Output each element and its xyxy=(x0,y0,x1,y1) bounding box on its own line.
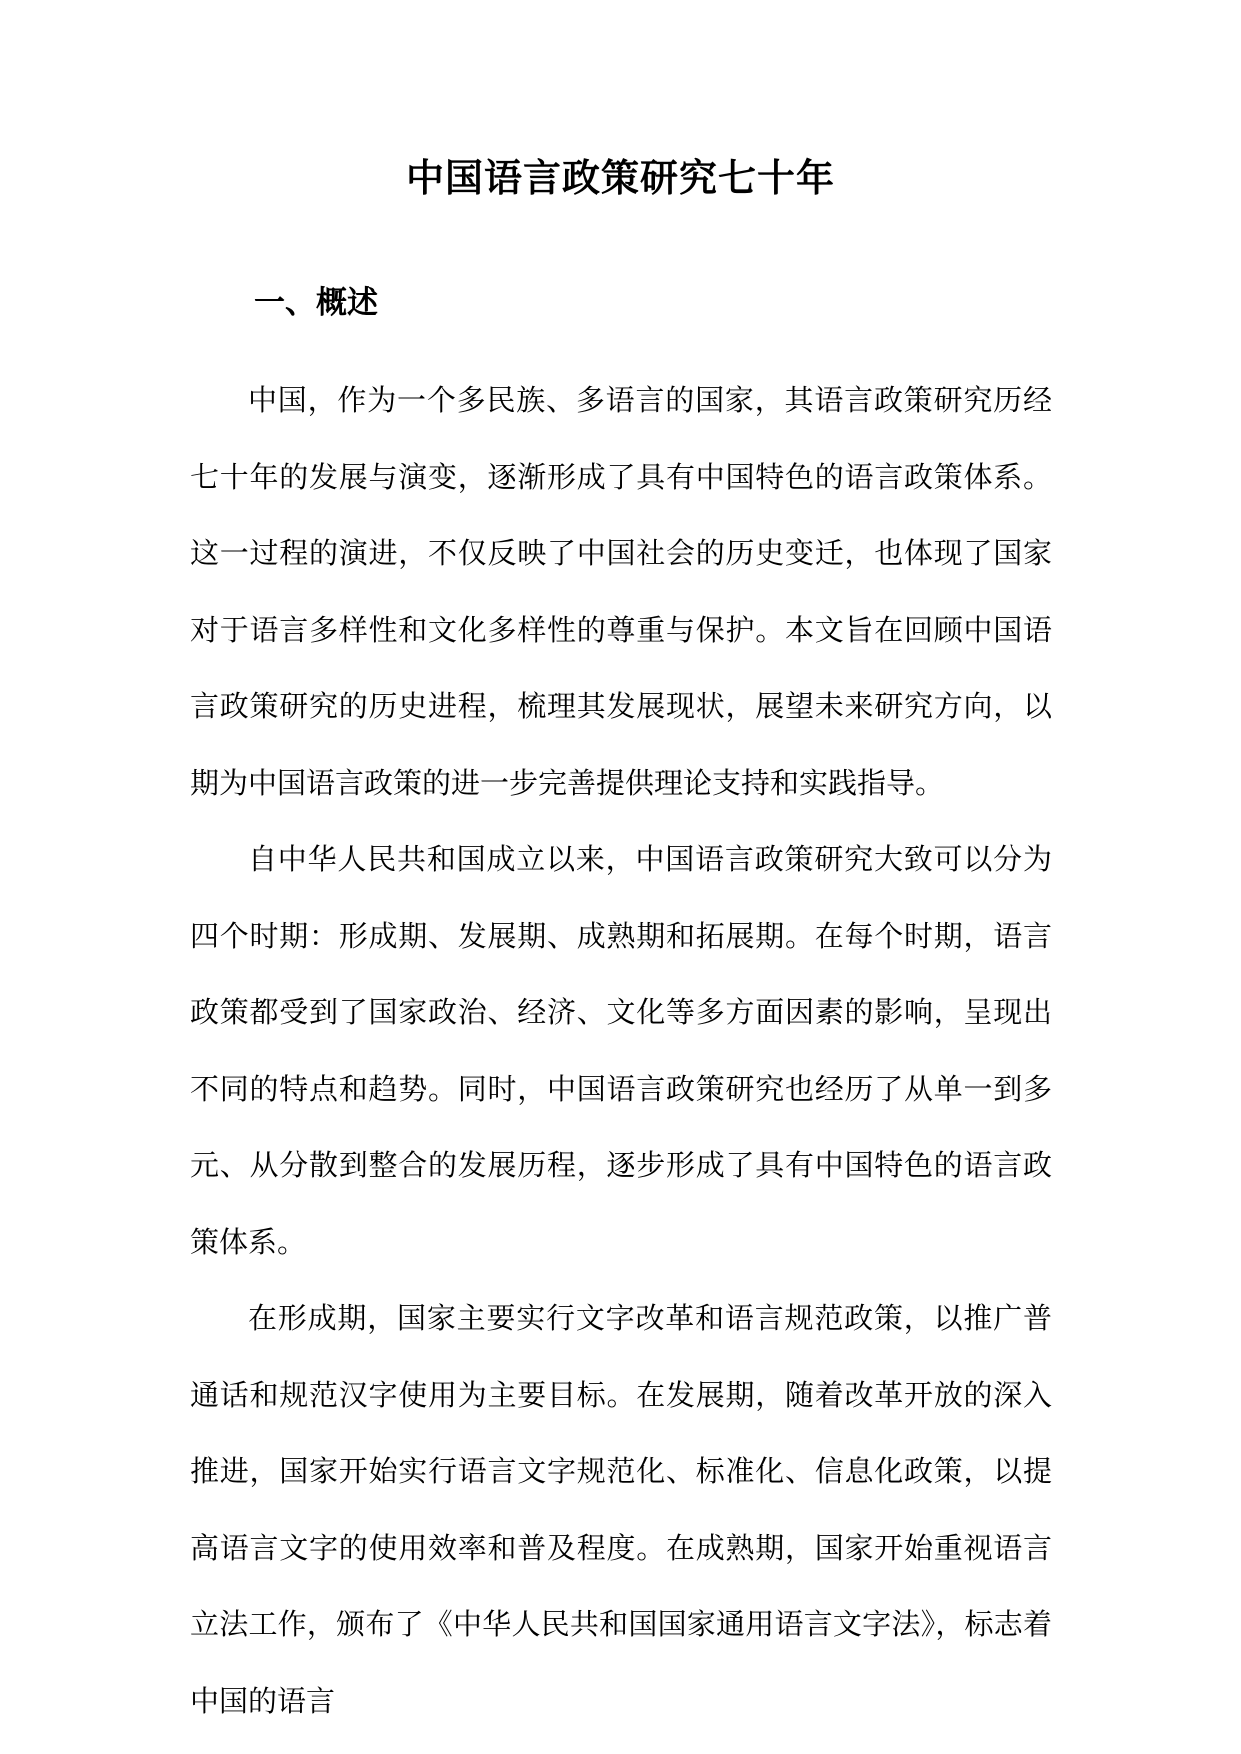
body-text xyxy=(190,362,1052,1739)
document-title: 中国语言政策研究七十年 xyxy=(405,155,835,200)
paragraph: 中国，作为一个多民族、多语言的国家，其语言政策研究历经七十年的发展与演变，逐渐形成了具有中国特色的语言政策体系。这一过程的演进，不仅反映了中国社会的历史变迁，也体现了国家对于语言多样性和文化多样性的尊重与保护。本文旨在回顾中国语言政策研究的历史进程，梳理其发展现状，展望未来研究方向，以期为中国语言政策的进一步完善提供理论支持和实践指导。 xyxy=(190,383,1052,800)
section-heading: 一、概述 xyxy=(254,285,378,321)
paragraph: 自中华人民共和国成立以来，中国语言政策研究大致可以分为四个时期：形成期、发展期、成熟期和拓展期。在每个时期，语言政策都受到了国家政治、经济、文化等多方面因素的影响，呈现出不同的特点和趋势。同时，中国语言政策研究也经历了从单一到多元、从分散到整合的发展历程，逐步形成了具有中国特色的语言政策体系。 xyxy=(190,842,1052,1259)
paragraph: 在形成期，国家主要实行文字改革和语言规范政策，以推广普通话和规范汉字使用为主要目标。在发展期，随着改革开放的深入推进，国家开始实行语言文字规范化、标准化、信息化政策，以提高语言文字的使用效率和普及程度。在成熟期，国家开始重视语言立法工作，颁布了《中华人民共和国国家通用语言文字法》，标志着中国的语言 xyxy=(190,1301,1052,1718)
